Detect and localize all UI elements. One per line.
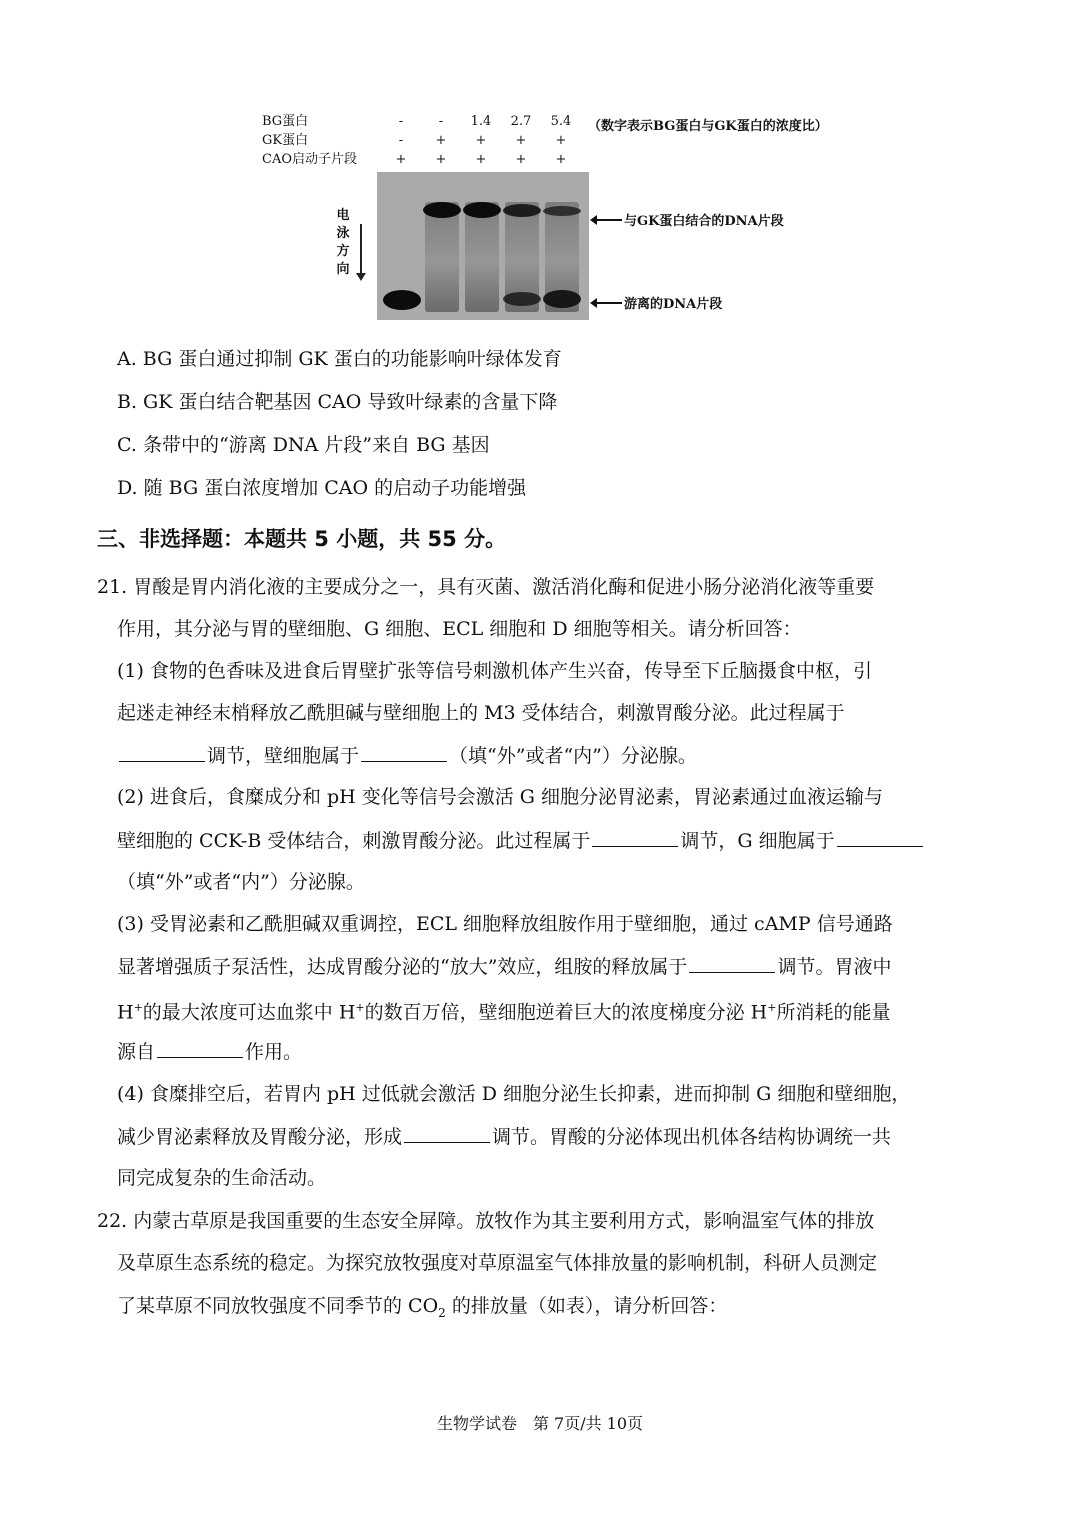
answer-blank[interactable] <box>837 828 923 847</box>
cao-row-label: CAO启动子片段 <box>262 152 357 167</box>
q22-line: 22. 内蒙古草原是我国重要的生态安全屏障。放牧作为其主要利用方式，影响温室气体的排放 <box>97 1210 875 1232</box>
superscript: + <box>133 1001 143 1014</box>
left-arrow-icon <box>596 302 622 304</box>
gel-lane <box>465 202 499 312</box>
section-heading: 三、非选择题：本题共 5 小题，共 55 分。 <box>97 527 507 551</box>
q21-part4-line <box>117 1124 891 1149</box>
gel-lane <box>425 202 459 312</box>
subscript: 2 <box>438 1305 446 1320</box>
direction-char: 电 <box>336 208 350 223</box>
q21-part4-line: 同完成复杂的生命活动。 <box>117 1167 327 1189</box>
gk-value: + <box>435 133 447 148</box>
gk-row-label: GK蛋白 <box>262 133 309 148</box>
bg-value: 2.7 <box>510 114 532 129</box>
cao-value: + <box>395 152 407 167</box>
q21-part4-line: (4) 食糜排空后，若胃内 pH 过低就会激活 D 细胞分泌生长抑素，进而抑制 G 细胞和壁细胞， <box>117 1083 911 1105</box>
left-arrow-icon <box>596 219 622 221</box>
text-fragment: 减少胃泌素释放及胃酸分泌，形成 <box>117 1126 403 1148</box>
gel-image <box>377 172 589 320</box>
gk-value: + <box>515 133 527 148</box>
gk-value: - <box>398 133 404 148</box>
answer-blank[interactable] <box>592 828 678 847</box>
bound-dna-label: 与GK蛋白结合的DNA片段 <box>624 214 784 229</box>
q21-part1-line: 起迷走神经末梢释放乙酰胆碱与壁细胞上的 M3 受体结合，刺激胃酸分泌。此过程属于 <box>117 702 845 724</box>
bg-value: - <box>398 114 404 129</box>
q21-stem-line: 作用，其分泌与胃的壁细胞、G 细胞、ECL 细胞和 D 细胞等相关。请分析回答： <box>117 618 802 640</box>
free-band <box>383 290 421 310</box>
bg-value: - <box>438 114 444 129</box>
cao-value: + <box>555 152 567 167</box>
q21-part2-line <box>117 828 925 853</box>
superscript: + <box>767 1001 777 1014</box>
bg-value: 5.4 <box>550 114 572 129</box>
text-fragment: 的排放量（如表），请分析回答： <box>445 1295 728 1317</box>
q21-part2-line: (2) 进食后，食糜成分和 pH 变化等信号会激活 G 细胞分泌胃泌素，胃泌素通过血液运输与 <box>117 786 884 808</box>
answer-blank[interactable] <box>689 954 775 973</box>
q21-part3-line <box>117 1039 302 1064</box>
q21-part3-line <box>117 954 891 979</box>
page-footer: 生物学试卷 第 7页/共 10页 <box>436 1414 644 1433</box>
text-fragment: 调节。胃酸的分泌体现出机体各结构协调统一共 <box>492 1126 892 1148</box>
text-fragment: 的数百万倍，壁细胞逆着巨大的浓度梯度分泌 H <box>364 1001 768 1024</box>
text-fragment: 显著增强质子泵活性，达成胃酸分泌的“放大”效应，组胺的释放属于 <box>117 956 688 978</box>
q21-part1-line <box>117 743 697 768</box>
concentration-note: （数字表示BG蛋白与GK蛋白的浓度比） <box>588 119 828 134</box>
direction-char: 向 <box>336 262 350 277</box>
bg-row-label: BG蛋白 <box>262 114 309 129</box>
down-arrow-icon <box>360 224 362 274</box>
answer-blank[interactable] <box>157 1039 243 1058</box>
text-fragment: 调节，G 细胞属于 <box>680 830 835 852</box>
free-band <box>543 290 581 308</box>
direction-char: 泳 <box>336 226 350 241</box>
text-fragment: 壁细胞的 CCK-B 受体结合，刺激胃酸分泌。此过程属于 <box>117 830 591 852</box>
cao-value: + <box>435 152 447 167</box>
text-fragment: 调节，壁细胞属于 <box>207 745 360 767</box>
text-fragment: 作用。 <box>245 1041 303 1063</box>
bound-band <box>423 202 461 218</box>
superscript: + <box>355 1001 365 1014</box>
bound-band <box>503 204 541 217</box>
option-b: B. GK 蛋白结合靶基因 CAO 导致叶绿素的含量下降 <box>117 391 558 413</box>
answer-blank[interactable] <box>361 743 447 762</box>
q22-line <box>117 1294 727 1325</box>
cao-value: + <box>515 152 527 167</box>
text-fragment: 了某草原不同放牧强度不同季节的 CO <box>117 1295 439 1317</box>
option-a: A. BG 蛋白通过抑制 GK 蛋白的功能影响叶绿体发育 <box>117 348 562 370</box>
q21-part1-line: (1) 食物的色香味及进食后胃壁扩张等信号刺激机体产生兴奋，传导至下丘脑摄食中枢，引 <box>117 660 872 682</box>
option-c: C. 条带中的“游离 DNA 片段”来自 BG 基因 <box>117 434 490 456</box>
bound-band <box>463 202 501 218</box>
text-fragment: （填“外”或者“内”）分泌腺。 <box>449 745 697 767</box>
direction-label <box>334 207 352 279</box>
text-fragment: 的最大浓度可达血浆中 H <box>142 1001 356 1024</box>
text-fragment: 所消耗的能量 <box>776 1001 891 1024</box>
cao-value: + <box>475 152 487 167</box>
bound-band <box>543 206 581 216</box>
text-fragment: 调节。胃液中 <box>777 956 892 978</box>
text-fragment: 源自 <box>117 1041 156 1063</box>
q21-part3-line <box>117 996 891 1024</box>
q21-stem-line: 21. 胃酸是胃内消化液的主要成分之一，具有灭菌、激活消化酶和促进小肠分泌消化液等重要 <box>97 576 875 598</box>
answer-blank[interactable] <box>119 743 205 762</box>
q21-part2-line: （填“外”或者“内”）分泌腺。 <box>117 871 365 893</box>
text-fragment: H <box>117 1001 134 1024</box>
bg-value: 1.4 <box>470 114 492 129</box>
q21-part3-line: (3) 受胃泌素和乙酰胆碱双重调控，ECL 细胞释放组胺作用于壁细胞，通过 cAMP 信号通路 <box>117 913 893 935</box>
free-dna-label: 游离的DNA片段 <box>624 297 723 312</box>
direction-char: 方 <box>336 244 350 259</box>
gk-value: + <box>555 133 567 148</box>
q22-line: 及草原生态系统的稳定。为探究放牧强度对草原温室气体排放量的影响机制，科研人员测定 <box>117 1252 878 1274</box>
answer-blank[interactable] <box>404 1124 490 1143</box>
option-d: D. 随 BG 蛋白浓度增加 CAO 的启动子功能增强 <box>117 477 527 499</box>
gk-value: + <box>475 133 487 148</box>
gel-figure <box>262 112 872 322</box>
free-band <box>503 292 541 306</box>
